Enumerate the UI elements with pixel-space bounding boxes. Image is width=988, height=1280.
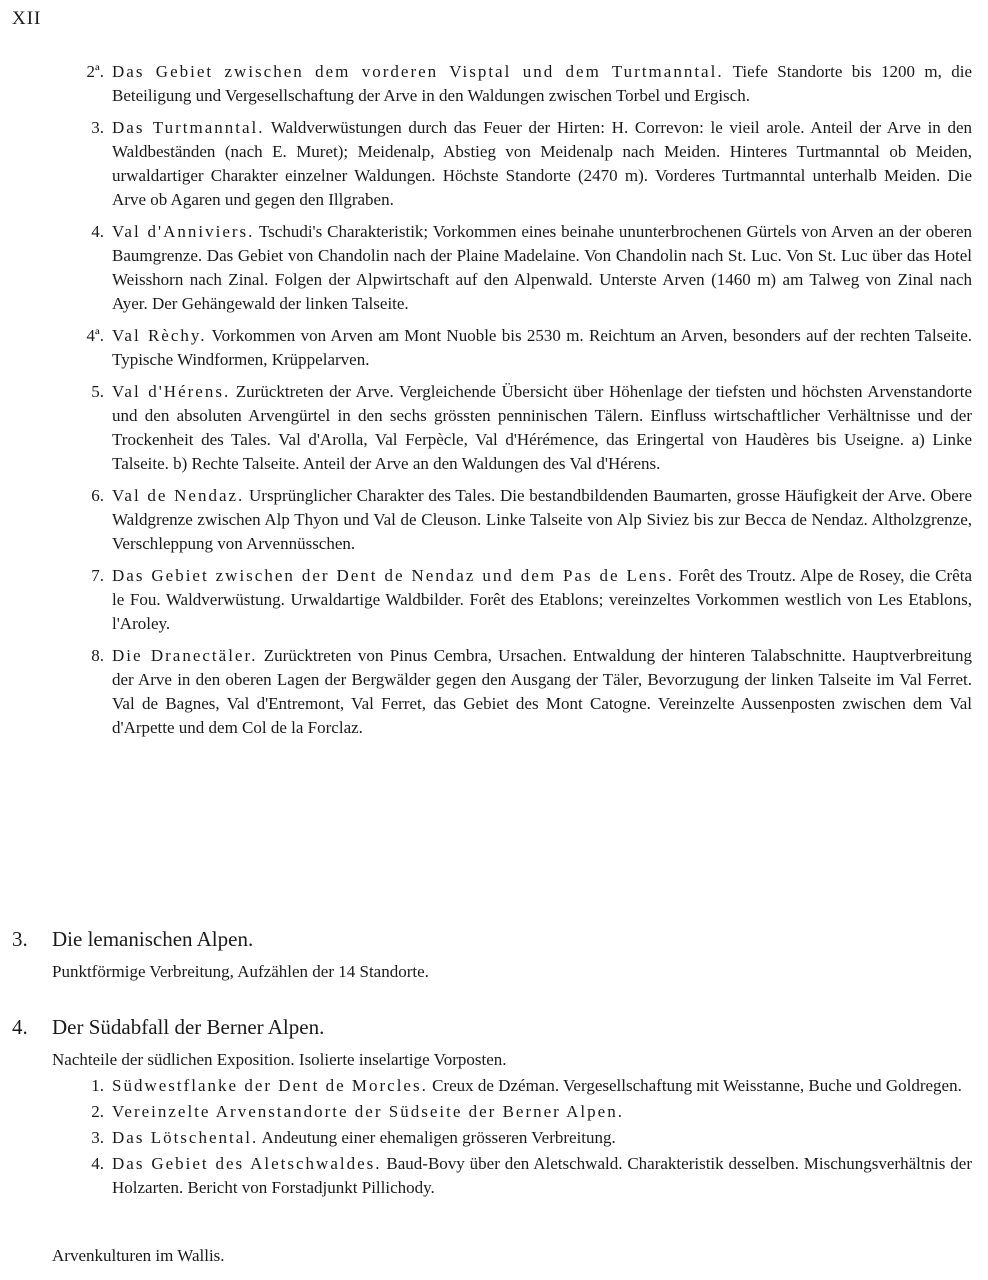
entry-5	[0, 380, 988, 476]
entry-title: Das Turtmanntal.	[112, 118, 265, 137]
entry-7	[0, 564, 988, 636]
entry-text: Ursprünglicher Charakter des Tales. Die bestandbildenden Baumarten, grosse Häufigkeit der Arve. Obere Waldgrenze zwischen Alp Thyon und Val de Cleuson. Linke Talseite von Alp Siviez bis zur Becca de Nendaz. Altholzgrenze, Verschleppung von Arvennüsschen.	[112, 486, 972, 553]
sub-entry-4	[0, 1152, 988, 1200]
section-lemanische-alpen	[0, 924, 988, 984]
entry-list	[0, 60, 988, 748]
section-number: 4.	[12, 1015, 28, 1039]
entry-text: Vorkommen von Arven am Mont Nuoble bis 2530 m. Reichtum an Arven, besonders auf der rechten Talseite. Typische Windformen, Krüppelarven.	[112, 326, 972, 369]
section-intro: Nachteile der südlichen Exposition. Isolierte inselartige Vorposten.	[52, 1050, 507, 1069]
entry-title: Das Gebiet zwischen der Dent de Nendaz und dem Pas de Lens.	[112, 566, 674, 585]
entry-text: Forêt des Troutz. Alpe de Rosey, die Crêta le Fou. Waldverwüstung. Urwaldartige Waldbilder. Forêt des Etablons; vereinzeltes Vorkommen westlich von Les Etablons, l'Aroley.	[112, 566, 972, 633]
entry-text: Waldverwüstungen durch das Feuer der Hirten: H. Correvon: le vieil arole. Anteil der Arve in den Waldbeständen (nach E. Muret); Meidenalp, Abstieg von Meidenalp nach Meiden. Hinteres Turtmanntal ob Meiden, urwaldartiger Charakter einzelner Waldungen. Höchste Standorte (2470 m). Vorderes Turtmanntal unterhalb Meiden. Die Arve ob Agaren und gegen den Illgraben.	[112, 118, 973, 209]
entry-number: 2ª.	[86, 62, 104, 81]
page-number: XII	[12, 8, 42, 29]
entry-title: Val d'Anniviers.	[112, 222, 255, 241]
entry-number: 4.	[91, 222, 104, 241]
section-title: Die lemanischen Alpen.	[52, 927, 254, 951]
entry-text: Tiefe Standorte bis 1200 m, die Beteiligung und Vergesellschaftung der Arve in den Waldungen zwischen Torbel und Ergisch.	[112, 62, 972, 105]
entry-title: Das Gebiet des Aletschwaldes.	[112, 1154, 382, 1173]
entry-8	[0, 644, 988, 740]
entry-title: Das Gebiet zwischen dem vorderen Visptal und dem Turtmanntal.	[112, 62, 724, 81]
entry-number: 3.	[91, 118, 104, 137]
entry-number: 3.	[91, 1128, 104, 1147]
entry-text: Andeutung einer ehemaligen grösseren Verbreitung.	[258, 1128, 616, 1147]
section-title: Der Südabfall der Berner Alpen.	[52, 1015, 325, 1039]
entry-6	[0, 484, 988, 556]
entry-number: 8.	[91, 646, 104, 665]
entry-title: Südwestflanke der Dent de Morcles.	[112, 1076, 428, 1095]
entry-number: 5.	[91, 382, 104, 401]
entry-title: Die Dranectäler.	[112, 646, 258, 665]
entry-title: Val de Nendaz.	[112, 486, 245, 505]
closing-line: Arvenkulturen im Wallis.	[52, 1246, 225, 1265]
section-intro: Punktförmige Verbreitung, Aufzählen der 14 Standorte.	[52, 962, 429, 981]
entry-number: 4.	[91, 1154, 104, 1173]
entry-3	[0, 116, 988, 212]
entry-number: 4ª.	[86, 326, 104, 345]
sub-entry-3	[0, 1126, 988, 1150]
entry-number: 7.	[91, 566, 104, 585]
entry-text: Zurücktreten von Pinus Cembra, Ursachen. Entwaldung der hinteren Talabschnitte. Hauptverbreitung der Arve in den oberen Lagen der Bergwälder gegen den Ausgang der Täler, Bevorzugung der linken Talseite im Val Ferret. Val de Bagnes, Val d'Entremont, Val Ferret, das Gebiet des Mont Catogne. Vereinzelte Aussenposten zwischen dem Val d'Arpette und dem Col de la Forclaz.	[112, 646, 972, 737]
sub-entry-1	[0, 1074, 988, 1098]
entry-text: Zurücktreten der Arve. Vergleichende Übersicht über Höhenlage der tiefsten und höchsten Arvenstandorte und den absoluten Arvengürtel in den sechs grössten penninischen Tälern. Einfluss wirtschaftlicher Verhältnisse und der Trockenheit des Tales. Val d'Arolla, Val Ferpècle, Val d'Hérémence, das Eringertal von Haudères bis Useigne. a) Linke Talseite. b) Rechte Talseite. Anteil der Arve an den Waldungen des Val d'Hérens.	[112, 382, 972, 473]
entry-number: 6.	[91, 486, 104, 505]
entry-4a	[0, 324, 988, 372]
entry-text: Creux de Dzéman. Vergesellschaftung mit Weisstanne, Buche und Goldregen.	[427, 1076, 962, 1095]
entry-text: Baud-Bovy über den Aletschwald. Charakteristik desselben. Mischungsverhältnis der Holzarten. Bericht von Forstadjunkt Pillichody.	[112, 1154, 972, 1197]
section-berner-alpen	[0, 1012, 988, 1200]
entry-text: Tschudi's Charakteristik; Vorkommen eines beinahe ununterbrochenen Gürtels von Arven an der oberen Baumgrenze. Das Gebiet von Chandolin nach der Plaine Madelaine. Von Chandolin nach St. Luc. Von St. Luc über das Hotel Weisshorn nach Zinal. Folgen der Alpwirtschaft auf den Alpenwald. Unterste Arven (1460 m) am Talweg von Zinal nach Ayer. Der Gehängewald der linken Talseite.	[112, 222, 972, 313]
entry-number: 2.	[91, 1102, 104, 1121]
entry-title: Val Rèchy.	[112, 326, 207, 345]
section-number: 3.	[12, 927, 28, 951]
entry-title: Val d'Hérens.	[112, 382, 231, 401]
entry-2a	[0, 60, 988, 108]
sub-entry-2	[0, 1100, 988, 1124]
entry-4	[0, 220, 988, 316]
entry-title: Das Lötschental.	[112, 1128, 259, 1147]
entry-number: 1.	[91, 1076, 104, 1095]
entry-title: Vereinzelte Arvenstandorte der Südseite der Berner Alpen.	[112, 1102, 624, 1121]
